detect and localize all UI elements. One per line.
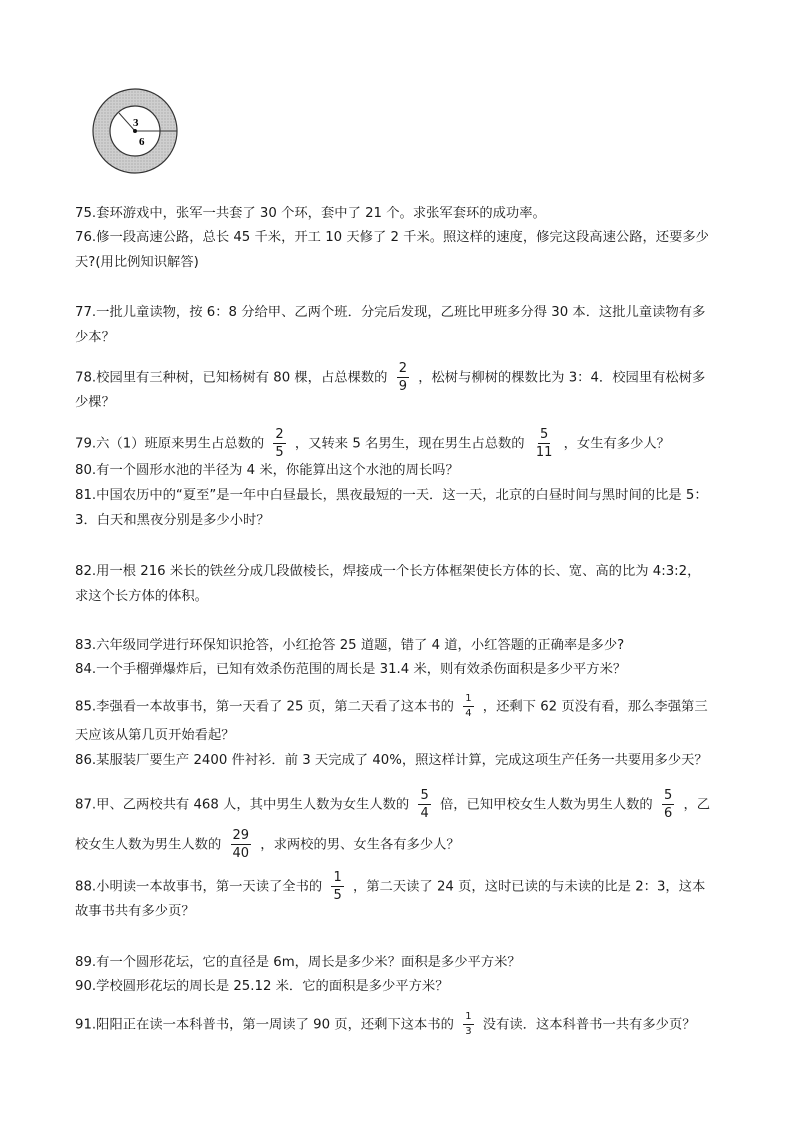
problem-85-line1: 85.李强看一本故事书，第一天看了 25 页，第二天看了这本书的 $\frac{1}{4}$ ，还剩下 62 页没有看，那么李强第三 — [75, 693, 708, 719]
inner-radius-label: 3 — [133, 117, 139, 129]
problem-78-line2: 少棵？ — [75, 395, 115, 410]
problem-76-line2: 天?(用比例知识解答) — [75, 255, 199, 270]
problem-84: 84.一个手榴弹爆炸后，已知有效杀伤范围的周长是 31.4 米，则有效杀伤面积是多少平方米？ — [75, 662, 627, 677]
problem-87-line1: 87.甲、乙两校共有 468 人，其中男生人数为女生人数的 $\frac{5}{4}$ 倍，已知甲校女生人数为男生人数的 $\frac{5}{6}$ ，乙 — [75, 788, 711, 821]
problem-82-line1: 82.用一根 216 米长的铁丝分成几段做棱长，焊接成一个长方体框架使长方体的长、宽、高的比为 4:3:2， — [75, 564, 701, 579]
problem-77-line1: 77.一批儿童读物，按 6：8 分给甲、乙两个班．分完后发现，乙班比甲班多分得 30 本．这批儿童读物有多 — [75, 305, 706, 320]
problem-82-line2: 求这个长方体的体积。 — [75, 589, 208, 604]
problem-91: 91.阳阳正在读一本科普书，第一周读了 90 页，还剩下这本书的 $\frac{1}{3}$ 没有读．这本科普书一共有多少页？ — [75, 1011, 696, 1037]
problem-87-line2: 校女生人数为男生人数的 $\frac{29}{40}$ ，求两校的男、女生各有多少人？ — [75, 828, 460, 861]
problem-81-line1: 81.中国农历中的“夏至”是一年中白昼最长，黑夜最短的一天．这一天，北京的白昼时间与黑时间的比是 5： — [75, 488, 708, 503]
problem-76-line1: 76.修一段高速公路，总长 45 千米，开工 10 天修了 2 千米。照这样的速度，修完这段高速公路，还要多少 — [75, 230, 709, 245]
fraction: $\frac{5}{11}$ — [535, 427, 553, 460]
annulus-figure — [80, 85, 190, 175]
problem-85-line2: 天应该从第几页开始看起？ — [75, 728, 235, 743]
problem-80: 80.有一个圆形水池的半径为 4 米，你能算出这个水池的周长吗？ — [75, 463, 459, 478]
problem-79: 79.六（1）班原来男生占总数的 $\frac{2}{5}$ ，又转来 5 名男生，现在男生占总数的 $\frac{5}{11}$ ，女生有多少人？ — [75, 427, 670, 460]
problem-75: 75.套环游戏中，张军一共套了 30 个环，套中了 21 个。求张军套环的成功率。 — [75, 206, 546, 221]
problem-89: 89.有一个圆形花坛，它的直径是 6m，周长是多少米？面积是多少平方米？ — [75, 955, 521, 970]
fraction: $\frac{1}{4}$ — [465, 693, 472, 719]
fraction: $\frac{1}{3}$ — [465, 1011, 472, 1037]
problem-78-line1: 78.校园里有三种树，已知杨树有 80 棵，占总棵数的 $\frac{2}{9}$ ，松树与柳树的棵数比为 3：4．校园里有松树多 — [75, 361, 706, 394]
problem-83: 83.六年级同学进行环保知识抢答，小红抢答 25 道题，错了 4 道，小红答题的正确率是多少? — [75, 638, 625, 653]
problem-90: 90.学校圆形花坛的周长是 25.12 米．它的面积是多少平方米？ — [75, 979, 449, 994]
center-point — [133, 129, 137, 133]
problem-86: 86.某服装厂要生产 2400 件衬衫．前 3 天完成了 40%，照这样计算，完成这项生产任务一共要用多少天？ — [75, 753, 708, 768]
fraction: $\frac{29}{40}$ — [232, 828, 250, 861]
fraction: $\frac{2}{5}$ — [275, 427, 284, 460]
problem-81-line2: 3．白天和黑夜分别是多少小时？ — [75, 513, 270, 528]
fraction: $\frac{2}{9}$ — [398, 361, 407, 394]
problem-88-line1: 88.小明读一本故事书，第一天读了全书的 $\frac{1}{5}$ ，第二天读了 24 页，这时已读的与未读的比是 2：3，这本 — [75, 870, 706, 903]
fraction: $\frac{1}{5}$ — [333, 870, 342, 903]
outer-radius-label: 6 — [139, 136, 145, 148]
problem-77-line2: 少本？ — [75, 330, 115, 345]
fraction: $\frac{5}{4}$ — [420, 788, 429, 821]
fraction: $\frac{5}{6}$ — [663, 788, 673, 821]
problem-88-line2: 故事书共有多少页？ — [75, 904, 195, 919]
